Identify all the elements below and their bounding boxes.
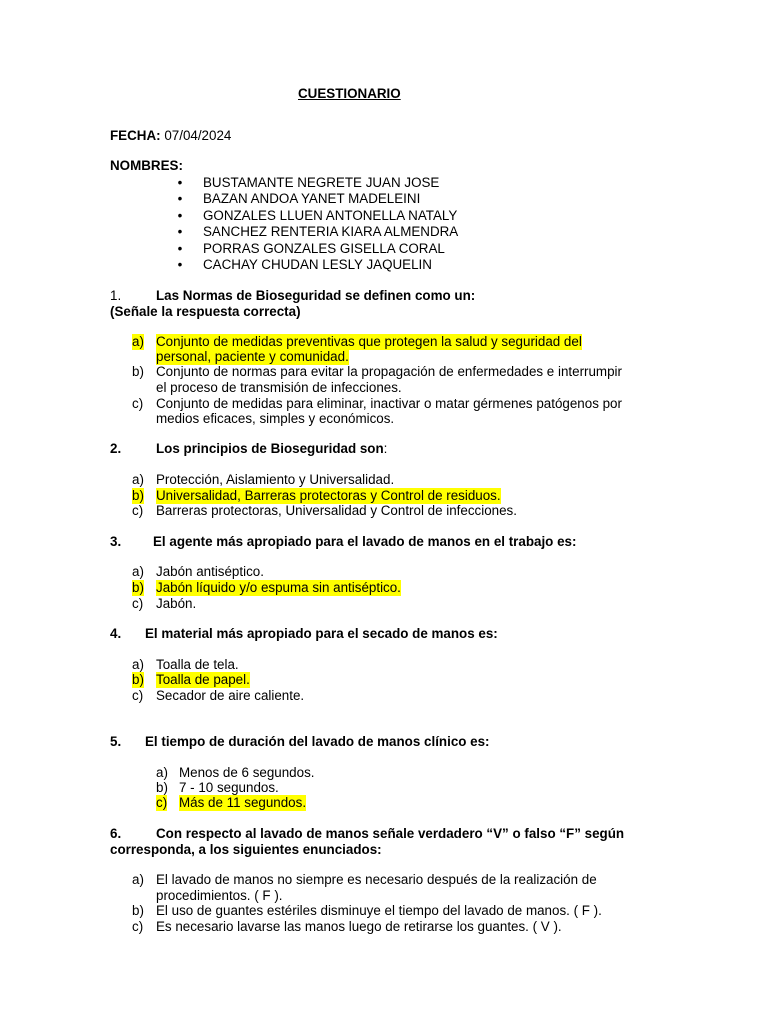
option-text: Conjunto de normas para evitar la propagación de enfermedades e interrumpir — [156, 364, 622, 379]
question-6-text-cont: corresponda, a los siguientes enunciados: — [110, 842, 382, 857]
option-text: el proceso de transmisión de infecciones. — [156, 380, 402, 395]
option-text: Universalidad, Barreras protectoras y Control de residuos. — [156, 488, 501, 503]
option-text: Conjunto de medidas para eliminar, inactivar o matar gérmenes patógenos por — [156, 396, 622, 411]
option-text: 7 - 10 segundos. — [179, 780, 279, 795]
option-letter: c) — [132, 688, 144, 703]
option-letter: b) — [132, 364, 144, 379]
bullet-icon: • — [177, 191, 183, 206]
bullet-icon: • — [177, 175, 183, 190]
bullet-icon: • — [177, 208, 183, 223]
question-6-text: Con respecto al lavado de manos señale verdadero “V” o falso “F” según — [156, 826, 625, 841]
option-text: personal, paciente y comunidad. — [156, 349, 349, 364]
question-2-text: Los principios de Bioseguridad son — [156, 441, 384, 456]
option-text: Toalla de papel. — [156, 672, 250, 687]
question-3-number: 3. — [110, 534, 122, 549]
question-1-subtitle: (Señale la respuesta correcta) — [110, 304, 301, 319]
option-text: Barreras protectoras, Universalidad y Control de infecciones. — [156, 503, 517, 518]
option-text: Conjunto de medidas preventivas que protegen la salud y seguridad del — [156, 334, 582, 349]
bullet-icon: • — [177, 241, 183, 256]
question-5-text: El tiempo de duración del lavado de manos clínico es: — [145, 734, 490, 749]
option-letter: c) — [132, 396, 144, 411]
option-letter: a) — [156, 765, 168, 780]
question-4-text: El material más apropiado para el secado de manos es: — [145, 626, 498, 641]
question-2-colon: : — [383, 441, 388, 456]
question-3-text: El agente más apropiado para el lavado de manos en el trabajo es: — [153, 534, 577, 549]
option-text: Menos de 6 segundos. — [179, 765, 315, 780]
option-text: Toalla de tela. — [156, 657, 239, 672]
question-2-number: 2. — [110, 441, 122, 456]
question-4-number: 4. — [110, 626, 122, 641]
option-letter: a) — [132, 872, 144, 887]
option-text: El uso de guantes estériles disminuye el tiempo del lavado de manos. ( F ). — [156, 903, 602, 918]
question-6-number: 6. — [110, 826, 122, 841]
option-text: Es necesario lavarse las manos luego de retirarse los guantes. ( V ). — [156, 919, 562, 934]
option-text: medios eficaces, simples y económicos. — [156, 411, 395, 426]
option-text: El lavado de manos no siempre es necesario después de la realización de — [156, 872, 597, 887]
option-letter: b) — [132, 488, 144, 503]
fecha-line — [110, 128, 231, 144]
student-name: CACHAY CHUDAN LESLY JAQUELIN — [203, 257, 432, 272]
option-letter: b) — [156, 780, 168, 795]
option-letter: c) — [132, 919, 144, 934]
page-title: CUESTIONARIO — [298, 86, 401, 101]
option-text: Más de 11 segundos. — [179, 795, 307, 810]
question-1-text: Las Normas de Bioseguridad se definen como un: — [156, 288, 476, 303]
question-2-line — [156, 441, 387, 457]
nombres-label: NOMBRES: — [110, 158, 183, 173]
option-letter: c) — [132, 503, 144, 518]
option-text: Protección, Aislamiento y Universalidad. — [156, 472, 395, 487]
option-letter: a) — [132, 564, 144, 579]
option-letter: a) — [132, 334, 144, 349]
bullet-icon: • — [177, 257, 183, 272]
student-name: GONZALES LLUEN ANTONELLA NATALY — [203, 208, 458, 223]
option-letter: c) — [156, 795, 168, 810]
question-5-number: 5. — [110, 734, 122, 749]
student-name: PORRAS GONZALES GISELLA CORAL — [203, 241, 445, 256]
option-letter: a) — [132, 657, 144, 672]
option-text: Jabón líquido y/o espuma sin antiséptico. — [156, 580, 401, 595]
question-1-number: 1. — [110, 288, 122, 303]
student-name: SANCHEZ RENTERIA KIARA ALMENDRA — [203, 224, 459, 239]
option-letter: b) — [132, 903, 144, 918]
option-text: procedimientos. ( F ). — [156, 888, 283, 903]
fecha-value: 07/04/2024 — [164, 128, 232, 143]
option-letter: a) — [132, 472, 144, 487]
option-letter: c) — [132, 596, 144, 611]
fecha-label: FECHA: — [110, 128, 161, 143]
option-text: Jabón antiséptico. — [156, 564, 264, 579]
bullet-icon: • — [177, 224, 183, 239]
student-name: BAZAN ANDOA YANET MADELEINI — [203, 191, 421, 206]
student-name: BUSTAMANTE NEGRETE JUAN JOSE — [203, 175, 440, 190]
option-letter: b) — [132, 672, 144, 687]
option-text: Jabón. — [156, 596, 197, 611]
option-text: Secador de aire caliente. — [156, 688, 305, 703]
option-letter: b) — [132, 580, 144, 595]
